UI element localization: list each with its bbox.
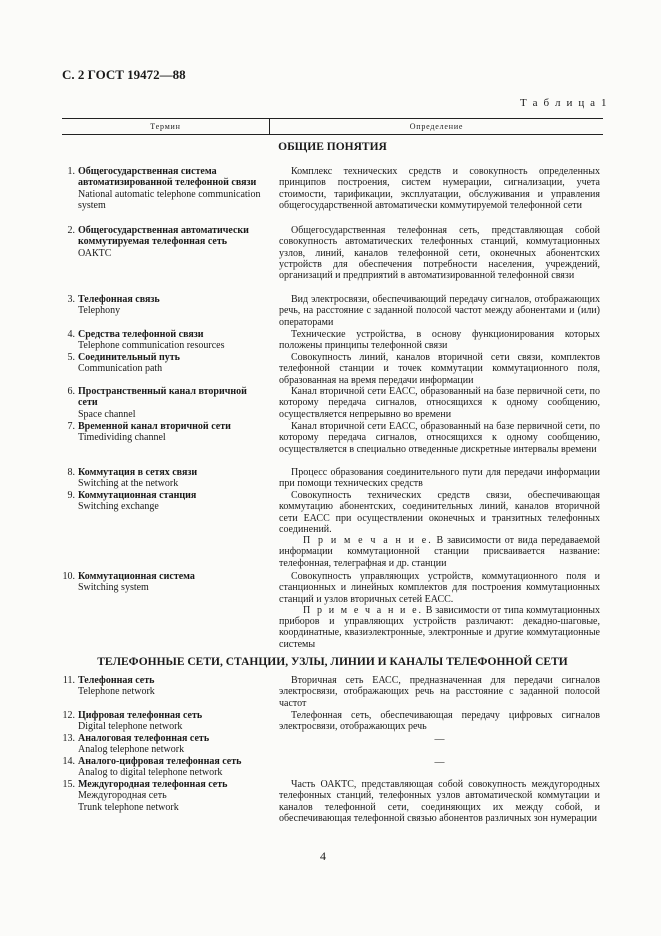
term-english: Timedividing channel [78,432,166,444]
term-name: Аналоговая телефонная сеть [78,733,210,744]
definition-15: Часть ОАКТС, представляющая собой совокупность междугородных телефонных станций, телефонных узлов автоматической коммутации и каналов телефонной сети, соединяющих их между собой, и обеспечивающая телефонной связью абонентов различных зон нумерации [279,779,600,824]
page-header: С. 2 ГОСТ 19472—88 [62,67,186,82]
term-name: Телефонная сеть [78,675,155,686]
term-number: 8. [67,467,75,478]
term-english: Switching system [78,582,149,594]
term-number: 10. [62,571,75,582]
note-text: В зависимости от вида передаваемой информации коммутационной станции присваивается название: телефонная, телеграфная и др. станции [279,535,601,569]
term-name: Коммутация в сетях связи [78,467,198,478]
term-number: 14. [62,756,75,767]
term-15 [62,779,266,813]
term-english: Communication path [78,363,163,375]
section-title-networks: ТЕЛЕФОННЫЕ СЕТИ, СТАНЦИИ, УЗЛЫ, ЛИНИИ И КАНАЛЫ ТЕЛЕФОННОЙ СЕТИ [97,656,568,668]
page-number: 4 [320,849,326,863]
term-number: 9. [67,490,75,501]
term-english: Switching exchange [78,501,159,513]
term-number: 1. [67,166,75,177]
term-name: Средства телефонной связи [78,329,204,340]
term-number: 2. [67,225,75,236]
term-english: Analog telephone network [78,744,185,756]
definition-text: Совокупность управляющих устройств, коммутационного поля и станционных и линейных комплектов для построения коммутационных станций и узлов вторичных сетей ЕАСС. [279,571,600,605]
definition-14: — [434,757,445,768]
column-header-term: Термин [150,122,181,131]
term-number: 11. [62,675,75,686]
term-name: Коммутационная станция [78,490,197,501]
term-name: Временной канал вторичной сети [78,421,231,432]
note-text: В зависимости от типа коммутационных приборов и управляющих устройств различают: декадно-шаговые, координатные, квазиэлектронные, электронные и другие коммутационные системы [279,604,601,650]
term-11 [62,675,266,698]
definition-7: Канал вторичной сети ЕАСС, образованный на базе первичной сети, по которому передача сигналов, относящихся к одному сообщению, осуществляется в специально отведенные дискретные интервалы времени [279,421,600,455]
definition-1: Комплекс технических средств и совокупность определенных принципов построения, систем нумерации, сигнализации, учета стоимости, тарификации, эксплуатации, обслуживания и управления общегосударственной автоматически коммутируемой телефонной сети [279,166,600,211]
definition-12: Телефонная сеть, обеспечивающая передачу цифровых сигналов электросвязи, отображающих речь [279,710,600,733]
term-english: Telephone network [78,686,155,698]
term-english: National automatic telephone communication system [78,188,261,211]
term-name: Междугородная телефонная сеть [78,779,228,790]
term-name: Телефонная связь [78,294,160,305]
term-name: Пространственный канал вторичной сети [78,386,247,409]
table-label: Т а б л и ц а 1 [520,97,609,109]
term-number: 13. [62,733,75,744]
term-2 [67,225,266,259]
term-english: Telephone communication resources [78,340,225,352]
term-6 [67,386,266,420]
term-english: Switching at the network [78,478,179,490]
definition-13: — [434,734,445,745]
term-number: 5. [67,352,75,363]
definition-note [279,535,600,569]
term-4 [67,329,266,352]
table-top-rule [62,118,603,119]
term-1 [67,166,266,211]
column-header-definition: Определение [409,122,464,131]
term-number: 3. [67,294,75,305]
definition-text: Совокупность технических средств связи, обеспечивающая коммутацию абонентских, соединительных линий, каналов вторичной сети ЕАСС при осуществлении оконечных и транзитных телефонных соединений. [279,490,600,535]
term-english: Telephony [78,305,121,317]
definition-11: Вторичная сеть ЕАСС, предназначенная для передачи сигналов электросвязи, отображающих речь на расстояние с заданной полосой частот [279,675,600,709]
term-9 [67,490,266,513]
term-english: Analog to digital telephone network [78,767,223,779]
definition-6: Канал вторичной сети ЕАСС, образованный на базе первичной сети, по которому передача сигналов, относящихся к одному сообщению, осуществляется непрерывно во времени [279,386,600,420]
note-label: П р и м е ч а н и е. [303,604,424,616]
definition-8: Процесс образования соединительного пути для передачи информации при помощи технических средств [279,467,600,490]
term-synonym: Междугородная сеть [78,790,167,802]
note-label: П р и м е ч а н и е. [303,535,433,547]
term-number: 7. [67,421,75,432]
definition-5: Совокупность линий, каналов вторичной сети связи, комплектов телефонной станции и точек коммутации коммутационного поля, образованная на время передачи информации [279,352,600,386]
term-number: 6. [67,386,75,397]
term-12 [62,710,266,733]
term-5 [67,352,266,375]
term-14 [62,756,266,779]
definition-2: Общегосударственная телефонная сеть, представляющая собой совокупность автоматических телефонных станций, коммутационных узлов, линий, каналов телефонной сети, оконечных абонентских устройств для обеспечения потребности населения, учреждений, организаций и предприятий в автоматизированной телефонной связи [279,225,600,282]
term-number: 15. [62,779,75,790]
term-name: Цифровая телефонная сеть [78,710,203,721]
section-title-general: ОБЩИЕ ПОНЯТИЯ [278,141,387,153]
term-number: 12. [62,710,75,721]
definition-3: Вид электросвязи, обеспечивающий передачу сигналов, отображающих речь, на расстояние с заданной полосой частот между абонентами и (или) операторами [279,294,600,328]
term-7 [67,421,266,444]
term-name: Коммутационная система [78,571,195,582]
term-abbreviation: ОАКТС [78,247,112,259]
term-number: 4. [67,329,75,340]
definition-note [279,605,600,650]
definition-9 [279,490,600,569]
term-10 [62,571,266,594]
term-8 [67,467,266,490]
term-name: Аналого-цифровая телефонная сеть [78,756,242,767]
header-bottom-rule [62,134,603,135]
term-name: Общегосударственная автоматически коммутируемая телефонная сеть [78,225,249,248]
definition-10 [279,571,600,650]
term-name: Соединительный путь [78,352,180,363]
term-3 [67,294,266,317]
term-english: Trunk telephone network [78,801,179,813]
term-english: Digital telephone network [78,721,183,733]
term-13 [62,733,266,756]
definition-4: Технические устройства, в основу функционирования которых положены принципы телефонной связи [279,329,600,352]
term-name: Общегосударственная система автоматизированной телефонной связи [78,166,257,189]
term-english: Space channel [78,408,136,420]
